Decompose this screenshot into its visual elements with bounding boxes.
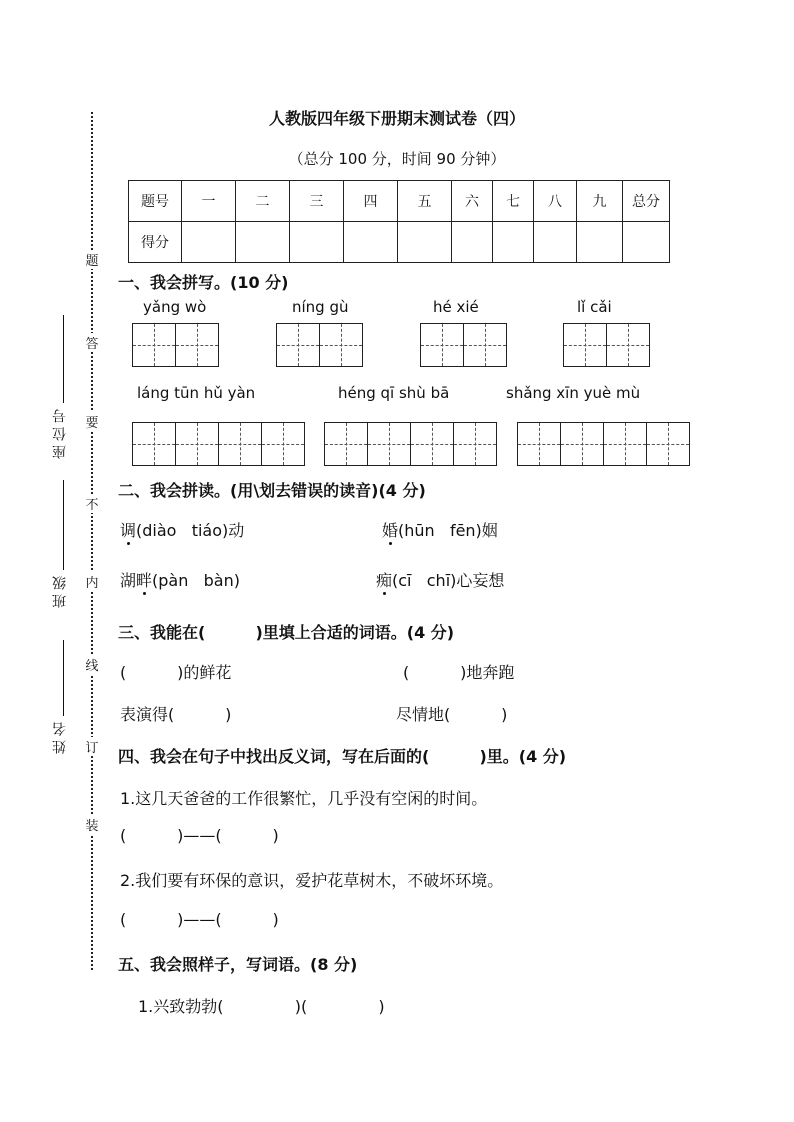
pinyin-prompt: láng tūn hǔ yàn	[137, 384, 256, 402]
score-table	[128, 180, 670, 263]
score-input-cell[interactable]	[290, 222, 344, 263]
margin-char: 题	[84, 250, 100, 269]
pinyin-prompt: lǐ cǎi	[577, 298, 612, 316]
table-cell: 题号	[129, 181, 182, 222]
name-label: 姓名	[52, 718, 68, 754]
score-input-cell[interactable]	[452, 222, 493, 263]
dotted-char: 畔	[136, 571, 153, 590]
binding-dotted-line	[91, 112, 93, 970]
fill-blank-item[interactable]: ( )的鲜花	[120, 663, 232, 682]
table-cell: 得分	[129, 222, 182, 263]
pinyin-prompt: yǎng wò	[143, 298, 207, 316]
score-input-cell[interactable]	[182, 222, 236, 263]
margin-char: 要	[84, 412, 100, 431]
class-label: 班级	[52, 572, 68, 608]
score-row	[129, 222, 670, 263]
table-cell: 四	[344, 181, 398, 222]
table-cell: 二	[236, 181, 290, 222]
table-cell: 总分	[623, 181, 670, 222]
margin-char: 内	[84, 572, 100, 591]
dotted-char: 调	[120, 521, 137, 540]
exam-title: 人教版四年级下册期末测试卷（四）	[268, 109, 525, 128]
table-cell: 七	[493, 181, 534, 222]
seat-number-label: 座位号	[52, 405, 68, 459]
score-input-cell[interactable]	[534, 222, 577, 263]
antonym-answer-blank[interactable]: ( )——( )	[120, 910, 279, 929]
score-input-cell[interactable]	[623, 222, 670, 263]
score-input-cell[interactable]	[236, 222, 290, 263]
dotted-char: 婚	[382, 521, 399, 540]
antonym-answer-blank[interactable]: ( )——( )	[120, 826, 279, 845]
table-cell: 六	[452, 181, 493, 222]
section-2-heading: 二、我会拼读。(用\划去错误的读音)(4 分)	[118, 481, 426, 500]
fill-blank-item[interactable]: ( )地奔跑	[403, 663, 515, 682]
pronunciation-item[interactable]: 婚(hūn fēn)姻	[382, 521, 498, 540]
margin-char: 不	[84, 494, 100, 513]
score-input-cell[interactable]	[398, 222, 452, 263]
score-header-row	[129, 181, 670, 222]
section-3-heading: 三、我能在( )里填上合适的词语。(4 分)	[118, 623, 455, 642]
score-input-cell[interactable]	[493, 222, 534, 263]
pronunciation-item[interactable]: 调(diào tiáo)动	[120, 521, 245, 540]
pinyin-prompt: hé xié	[433, 298, 479, 316]
score-input-cell[interactable]	[577, 222, 623, 263]
table-cell: 五	[398, 181, 452, 222]
pinyin-prompt: shǎng xīn yuè mù	[506, 384, 641, 402]
fill-blank-item[interactable]: 尽情地( )	[396, 705, 508, 724]
class-blank[interactable]	[63, 480, 64, 570]
margin-char: 线	[84, 655, 100, 674]
margin-char: 装	[84, 815, 100, 834]
exam-subtitle: （总分 100 分，时间 90 分钟）	[288, 150, 506, 168]
dotted-char: 痴	[376, 571, 393, 590]
score-input-cell[interactable]	[344, 222, 398, 263]
word-example-item[interactable]: 1.兴致勃勃( )( )	[138, 997, 385, 1016]
pinyin-prompt: héng qī shù bā	[338, 384, 450, 402]
table-cell: 三	[290, 181, 344, 222]
table-cell: 一	[182, 181, 236, 222]
question-text: 2.我们要有环保的意识，爱护花草树木，不破坏环境。	[120, 871, 504, 890]
fill-blank-item[interactable]: 表演得( )	[120, 705, 232, 724]
section-5-heading: 五、我会照样子，写词语。(8 分)	[118, 955, 358, 974]
section-1-heading: 一、我会拼写。(10 分)	[118, 273, 289, 292]
margin-char: 答	[84, 333, 100, 352]
name-blank[interactable]	[63, 640, 64, 716]
pinyin-prompt: níng gù	[292, 298, 349, 316]
table-cell: 九	[577, 181, 623, 222]
table-cell: 八	[534, 181, 577, 222]
pronunciation-item[interactable]: 痴(cī chī)心妄想	[376, 571, 505, 590]
question-text: 1.这几天爸爸的工作很繁忙，几乎没有空闲的时间。	[120, 789, 488, 808]
pronunciation-item[interactable]: 湖畔(pàn bàn)	[120, 571, 240, 590]
margin-char: 订	[84, 737, 100, 756]
section-4-heading: 四、我会在句子中找出反义词，写在后面的( )里。(4 分)	[118, 747, 567, 766]
seat-number-blank[interactable]	[63, 315, 64, 403]
